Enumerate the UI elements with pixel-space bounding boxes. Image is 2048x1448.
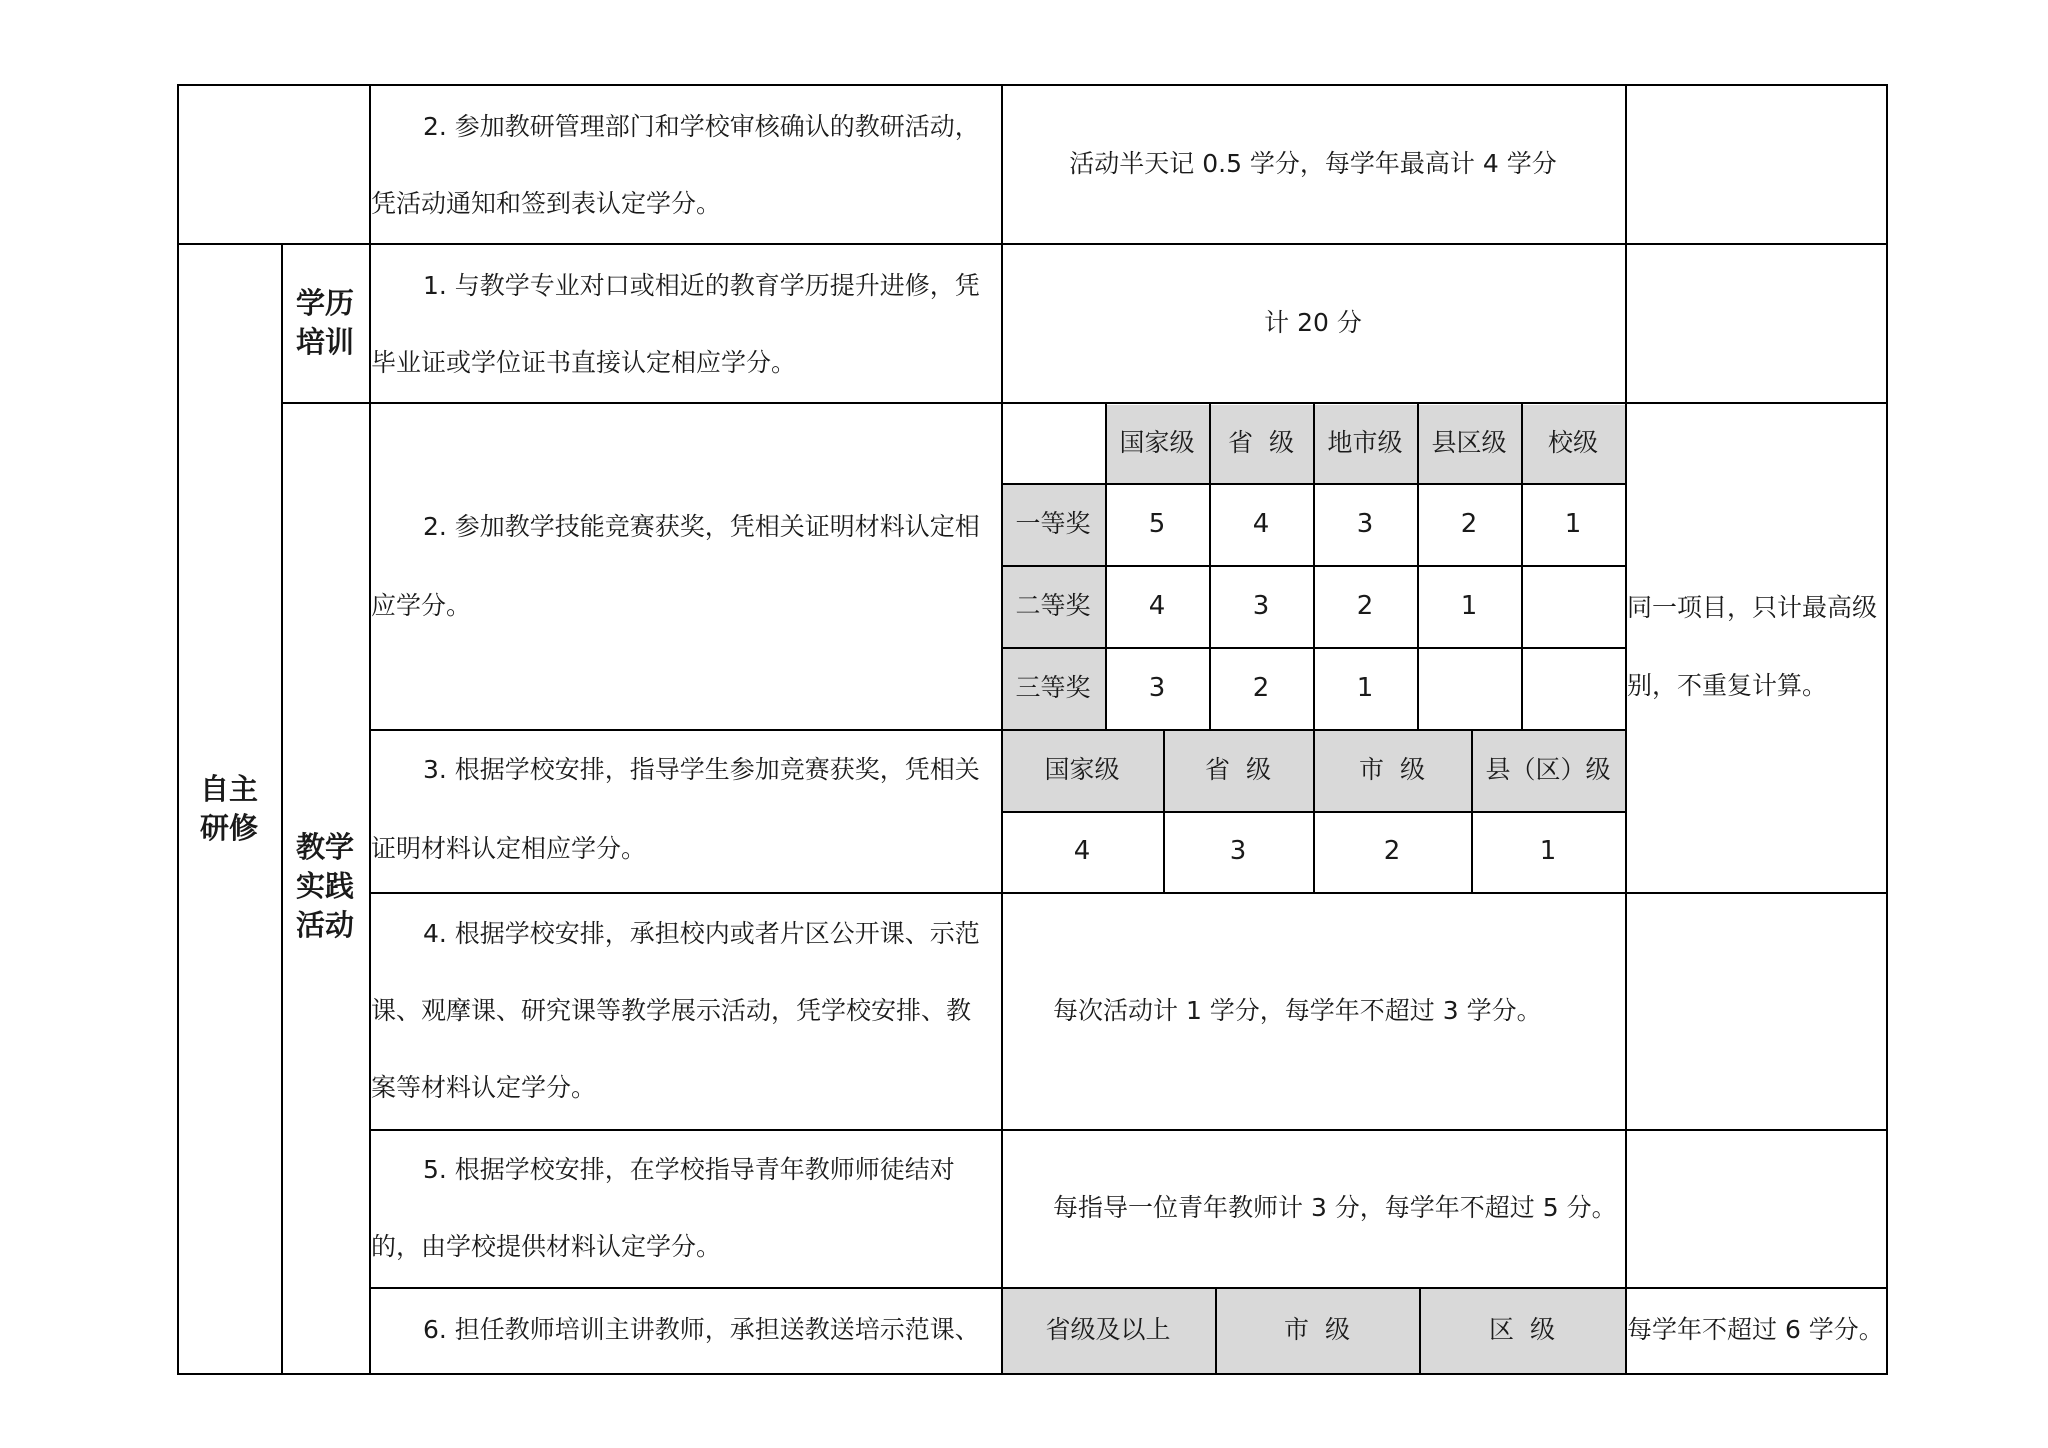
table-cell: 1 <box>1460 591 1478 621</box>
table-cell: 3 <box>1229 836 1247 866</box>
rule <box>281 243 283 1375</box>
table-header: 区 级 <box>1489 1315 1555 1344</box>
table-cell: 5 <box>1148 509 1166 539</box>
rule <box>177 243 1888 245</box>
item-text: 2. 参加教学技能竞赛获奖，凭相关证明材料认定相 <box>423 512 980 541</box>
item-text: 毕业证或学位证书直接认定相应学分。 <box>371 348 797 377</box>
item-text: 的，由学校提供材料认定学分。 <box>371 1232 722 1261</box>
table-cell: 1 <box>1356 673 1374 703</box>
rule <box>1521 402 1523 731</box>
table-cell: 2 <box>1356 591 1374 621</box>
table-header: 市 级 <box>1284 1315 1350 1344</box>
table-cell: 2 <box>1460 509 1478 539</box>
table-header: 国家级 <box>1119 428 1195 457</box>
rule <box>369 84 371 1375</box>
rule <box>281 402 1888 404</box>
table-header: 地市级 <box>1327 428 1403 457</box>
note-text: 同一项目，只计最高级 <box>1627 593 1878 622</box>
rule <box>1419 1287 1421 1375</box>
rule <box>369 892 1888 894</box>
rule <box>1209 402 1211 731</box>
row-label: 三等奖 <box>1015 673 1091 702</box>
item-text: 4. 根据学校安排，承担校内或者片区公开课、示范 <box>423 919 980 948</box>
rule <box>177 1373 1888 1375</box>
table-cell: 1 <box>1539 836 1557 866</box>
table-header: 省 级 <box>1228 428 1294 457</box>
table-header: 国家级 <box>1044 755 1120 784</box>
rule <box>1313 402 1315 731</box>
rule <box>1105 402 1107 731</box>
item-text: 证明材料认定相应学分。 <box>371 834 647 863</box>
rule <box>1471 729 1473 894</box>
rule <box>369 1287 1888 1289</box>
table-header: 省 级 <box>1205 755 1271 784</box>
note-text: 别，不重复计算。 <box>1627 671 1828 700</box>
table-header: 市 级 <box>1359 755 1425 784</box>
note-text: 每学年不超过 6 学分。 <box>1627 1315 1884 1344</box>
item-text: 案等材料认定学分。 <box>371 1073 597 1102</box>
table-header: 县区级 <box>1431 428 1507 457</box>
table-cell: 2 <box>1383 836 1401 866</box>
rule <box>1625 84 1627 1375</box>
table-cell: 3 <box>1252 591 1270 621</box>
credit-rule: 计 20 分 <box>1264 308 1362 337</box>
credit-rule: 每指导一位青年教师计 3 分，每学年不超过 5 分。 <box>1053 1193 1617 1222</box>
rule <box>369 1129 1888 1131</box>
row-label: 二等奖 <box>1015 591 1091 620</box>
rule <box>1313 729 1315 894</box>
item-text: 1. 与教学专业对口或相近的教育学历提升进修，凭 <box>423 271 980 300</box>
table-cell: 1 <box>1564 509 1582 539</box>
row-label: 一等奖 <box>1015 509 1091 538</box>
table-cell: 3 <box>1148 673 1166 703</box>
category-teaching-practice: 教学 实践 活动 <box>295 830 354 942</box>
item-text: 3. 根据学校安排，指导学生参加竞赛获奖，凭相关 <box>423 755 980 784</box>
item-text: 凭活动通知和签到表认定学分。 <box>371 189 722 218</box>
table-cell: 3 <box>1356 509 1374 539</box>
table-cell: 4 <box>1252 509 1270 539</box>
item-text: 应学分。 <box>371 591 472 620</box>
rule <box>1417 402 1419 731</box>
rule <box>1163 729 1165 894</box>
credit-rule: 活动半天记 0.5 学分，每学年最高计 4 学分 <box>1069 149 1557 178</box>
table-cell: 4 <box>1073 836 1091 866</box>
table-header: 县（区）级 <box>1485 755 1611 784</box>
category-self-study: 自主 研修 <box>199 772 258 845</box>
rule <box>1886 84 1888 1375</box>
item-text: 2. 参加教研管理部门和学校审核确认的教研活动， <box>423 112 980 141</box>
rule <box>177 84 1888 86</box>
category-degree-training: 学历 培训 <box>295 286 354 359</box>
item-text: 5. 根据学校安排，在学校指导青年教师师徒结对 <box>423 1155 955 1184</box>
table-header: 省级及以上 <box>1045 1315 1171 1344</box>
table-cell: 2 <box>1252 673 1270 703</box>
table-header: 校级 <box>1547 428 1599 457</box>
rule <box>1215 1287 1217 1375</box>
credit-rule: 每次活动计 1 学分，每学年不超过 3 学分。 <box>1053 996 1542 1025</box>
table-cell: 4 <box>1148 591 1166 621</box>
rule <box>369 729 1625 731</box>
item-text: 6. 担任教师培训主讲教师，承担送教送培示范课、 <box>423 1315 980 1344</box>
item-text: 课、观摩课、研究课等教学展示活动，凭学校安排、教 <box>371 996 972 1025</box>
rule <box>177 84 179 1375</box>
rule <box>1001 84 1003 1375</box>
